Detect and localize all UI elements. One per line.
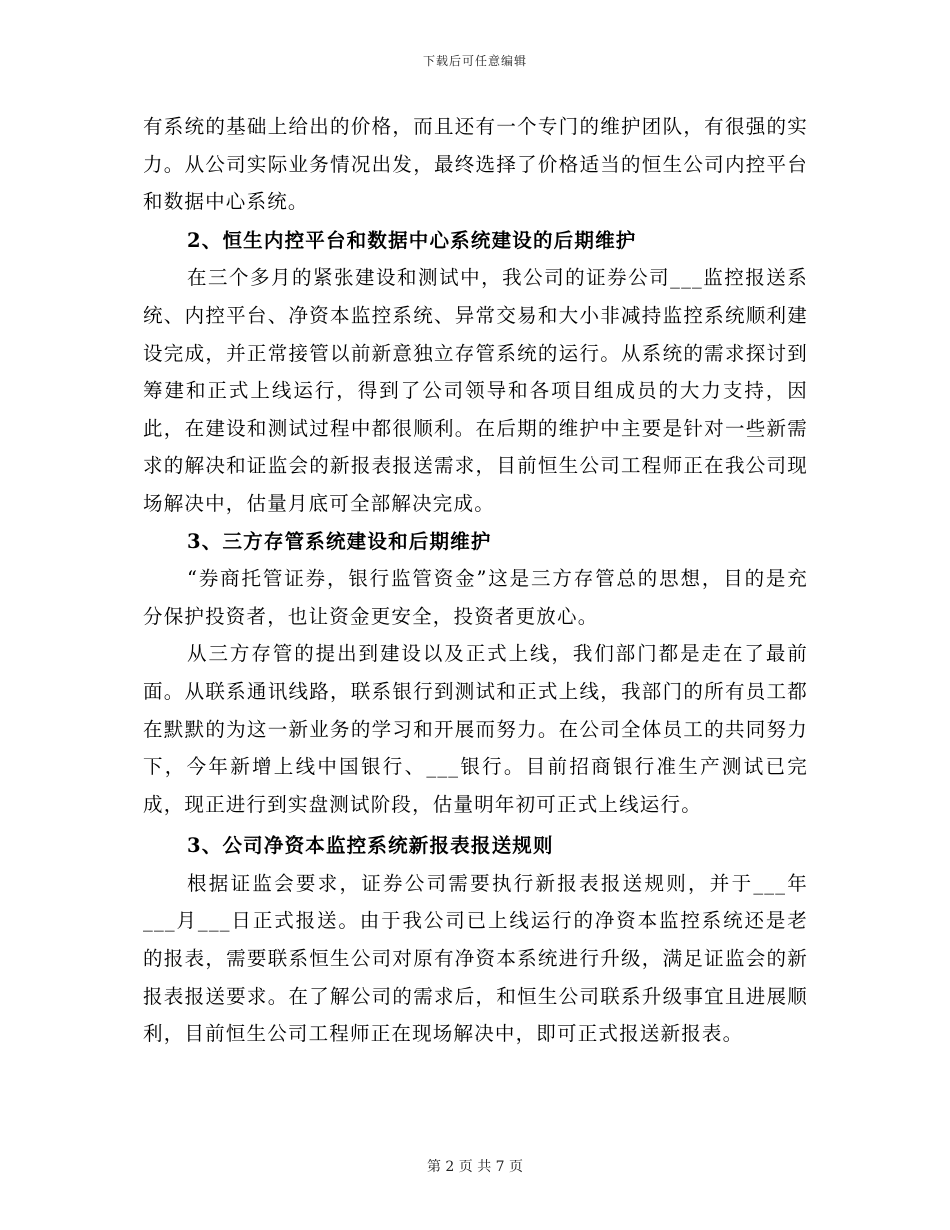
header-note: 下载后可任意编辑: [422, 54, 527, 68]
paragraph-continuation: 有系统的基础上给出的价格，而且还有一个专门的维护团队，有很强的实力。从公司实际业务情况出发，最终选择了价格适当的恒生公司内控平台和数据中心系统。: [143, 115, 808, 214]
paragraph-maintenance: 在三个多月的紧张建设和测试中，我公司的证券公司___监控报送系统、内控平台、净资本监控系统、异常交易和大小非减持监控系统顺利建设完成，并正常接管以前新意独立存管系统的运行。从系统的需求探讨到筹建和正式上线运行，得到了公司领导和各项目组成员的大力支持，因此，在建设和测试过程中都很顺利。在后期的维护中主要是针对一些新需求的解决和证监会的新报表报送需求，目前恒生公司工程师正在我公司现场解决中，估量月底可全部解决完成。: [143, 266, 808, 515]
section-heading-third-party-custody: 3、三方存管系统建设和后期维护: [187, 529, 492, 553]
document-body: [143, 108, 808, 1053]
paragraph-custody-principle: “券商托管证券，银行监管资金”这是三方存管总的思想，目的是充分保护投资者，也让资金更安全，投资者更放心。: [143, 567, 808, 628]
paragraph-net-capital: 根据证监会要求，证券公司需要执行新报表报送规则，并于___年___月___日正式报送。由于我公司已上线运行的净资本监控系统还是老的报表，需要联系恒生公司对原有净资本系统进行升级，满足证监会的新报表报送要求。在了解公司的需求后，和恒生公司联系升级事宜且进展顺利，目前恒生公司工程师正在现场解决中，即可正式报送新报表。: [143, 871, 808, 1046]
section-heading-maintenance: 2、恒生内控平台和数据中心系统建设的后期维护: [187, 228, 637, 252]
page-number: 第 2 页 共 7 页: [426, 1159, 524, 1175]
paragraph-custody-progress: 从三方存管的提出到建设以及正式上线，我们部门都是走在了最前面。从联系通讯线路，联系银行到测试和正式上线，我部门的所有员工都在默默的为这一新业务的学习和开展而努力。在公司全体员工的共同努力下，今年新增上线中国银行、___银行。目前招商银行准生产测试已完成，现正进行到实盘测试阶段，估量明年初可正式上线运行。: [143, 642, 808, 816]
section-heading-net-capital: 3、公司净资本监控系统新报表报送规则: [187, 834, 554, 858]
